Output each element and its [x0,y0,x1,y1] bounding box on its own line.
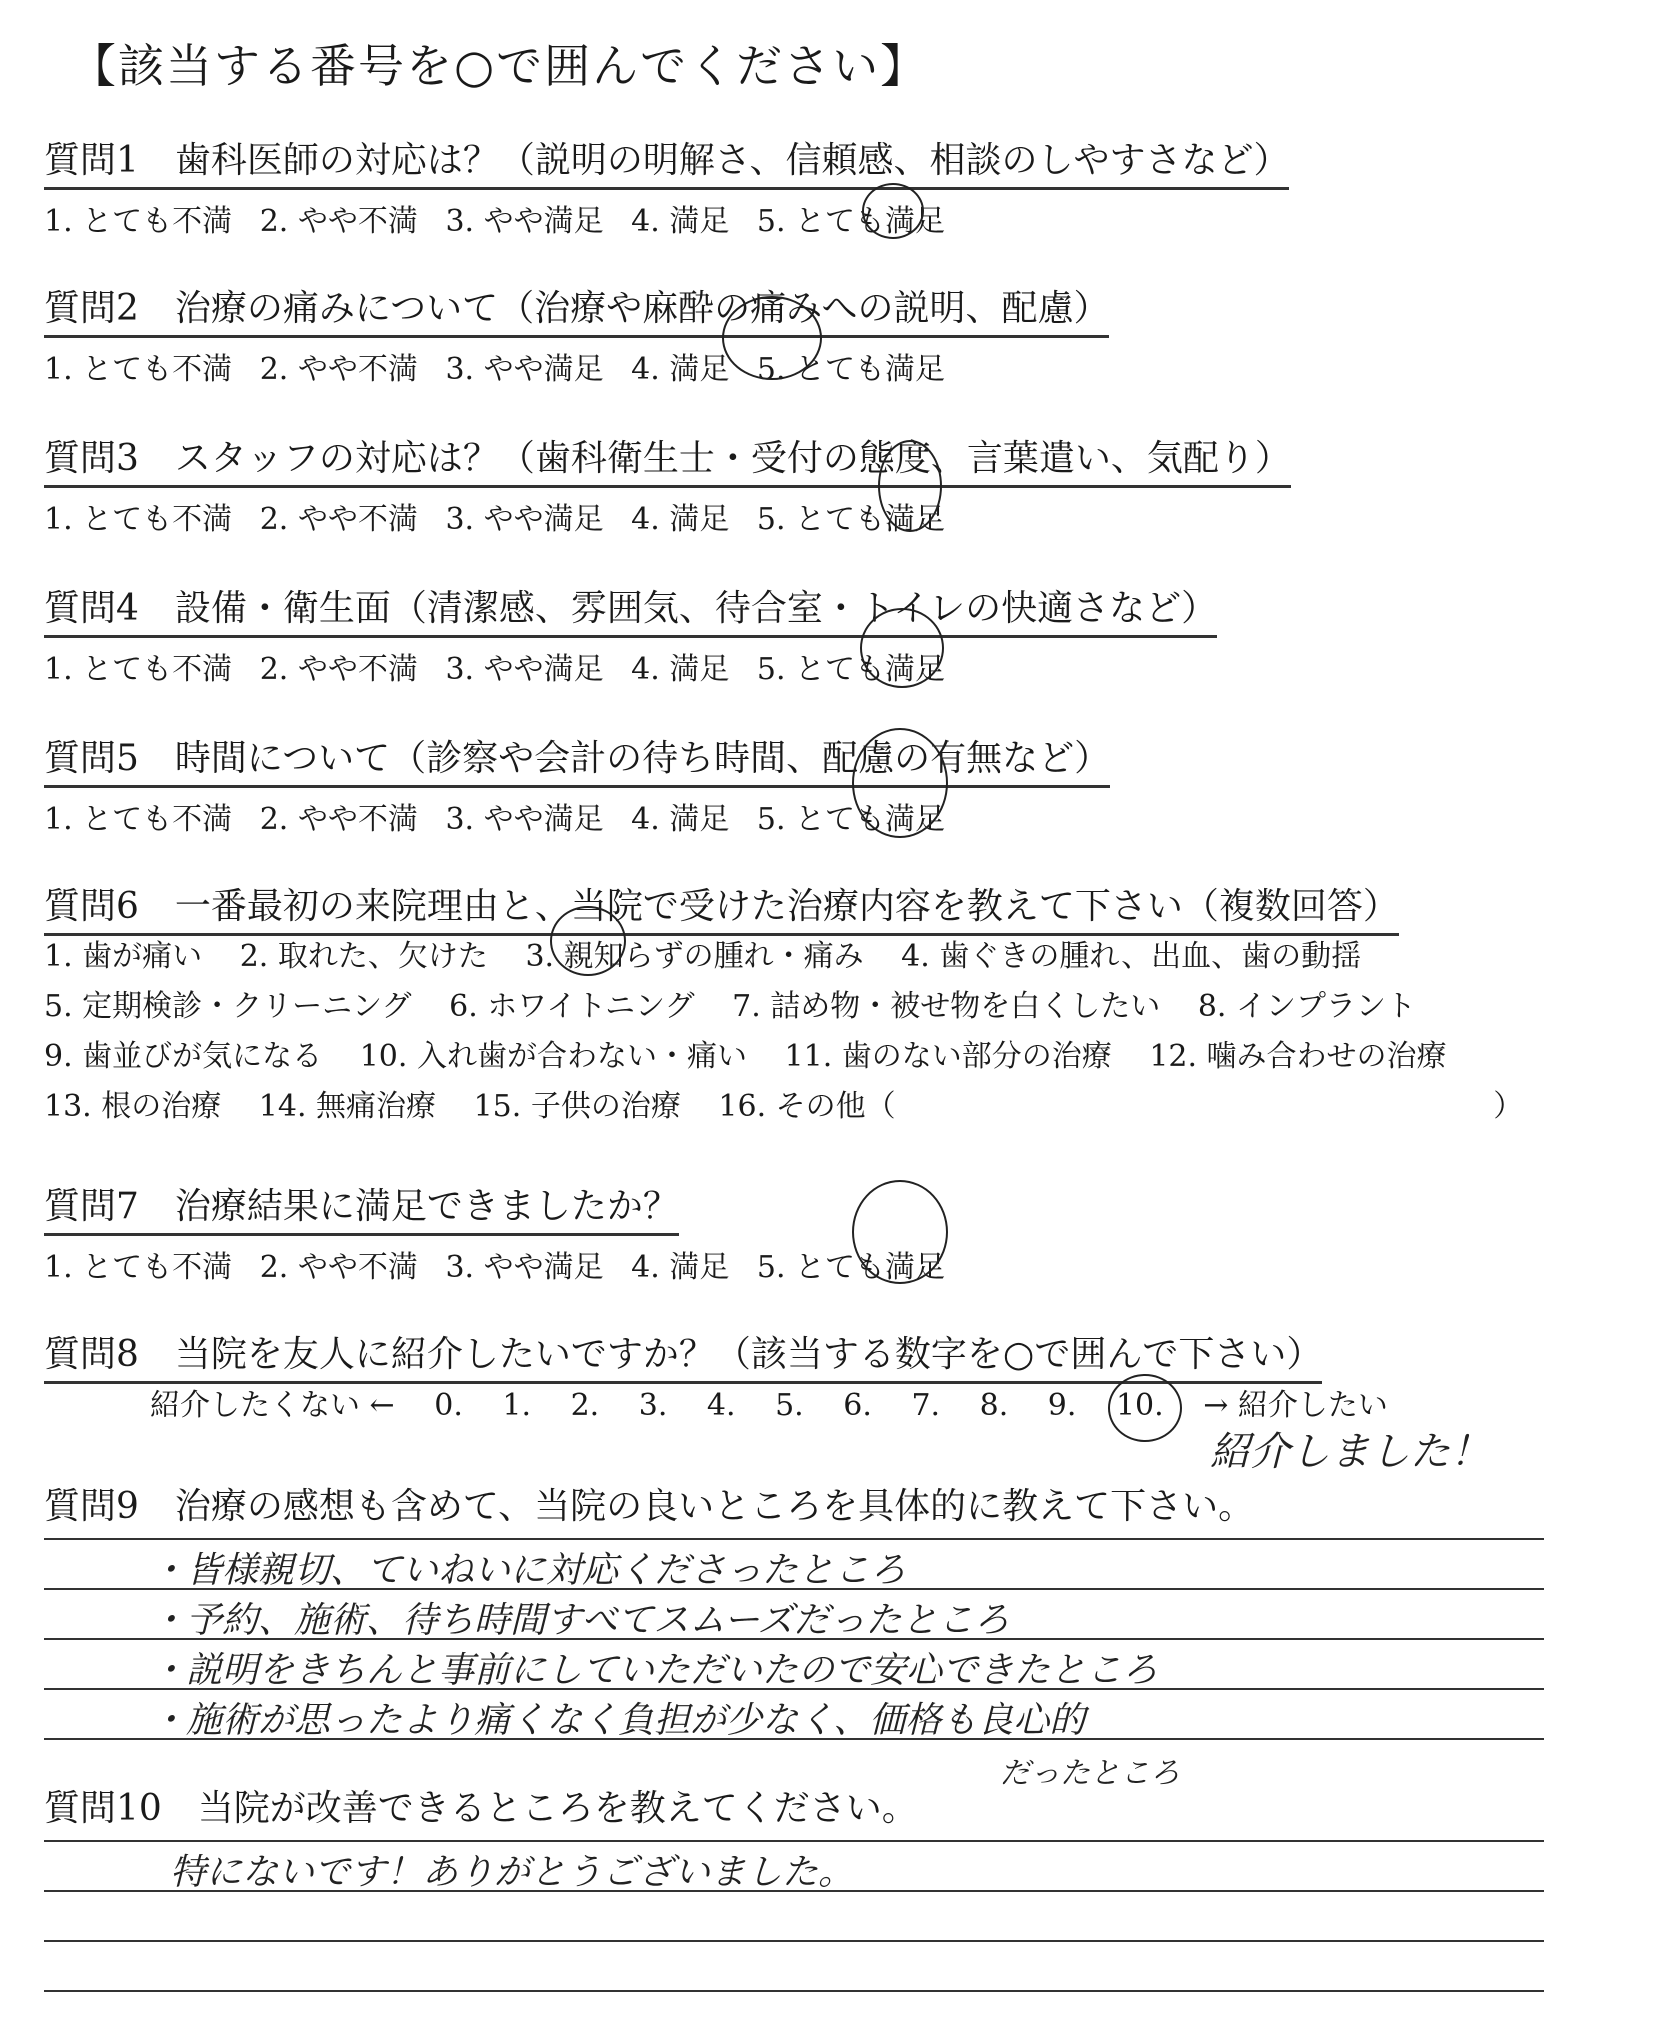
question-4 [44,580,1217,688]
q2-selection-circle [722,296,822,380]
q1-selection-circle [862,183,924,239]
q10-answer-line: 特にないです！ありがとうございました。 [170,1852,855,1893]
q5-option-3[interactable]: 3. やや満足 [445,802,604,837]
q6-option-7[interactable]: 7. 詰め物・被せ物を白くしたい [732,989,1161,1024]
q9-answer-tail: だったところ [1000,1756,1180,1791]
q4-option-5[interactable]: 5. とても満足 [756,652,946,687]
form-heading: 【該当する番号を○で囲んでください】 [70,39,929,93]
q6-option-4[interactable]: 4. 歯ぐきの腫れ、出血、歯の動揺 [901,939,1362,974]
q6-option-11[interactable]: 11. 歯のない部分の治療 [784,1039,1112,1074]
q6-option-5[interactable]: 5. 定期検診・クリーニング [44,989,412,1024]
q6-option-8[interactable]: 8. インプラント [1197,989,1417,1024]
q6-selection-circle [550,906,626,976]
question-10-title: 質問10 当院が改善できるところを教えてください。 [44,1788,918,1829]
q5-option-5[interactable]: 5. とても満足 [756,802,946,837]
q7-option-3[interactable]: 3. やや満足 [445,1250,604,1285]
question-9 [44,1478,1254,1533]
q8-option-3[interactable]: 3. [638,1388,668,1423]
q7-option-1[interactable]: 1. とても不満 [44,1250,233,1285]
question-10 [44,1780,918,1835]
q2-option-5[interactable]: 5. とても満足 [756,352,946,387]
q6-option-14[interactable]: 14. 無痛治療 [258,1089,437,1124]
question-7-title: 質問7 治療結果に満足できましたか？ [44,1178,679,1236]
q6-option-2[interactable]: 2. 取れた、欠けた [239,939,488,974]
q5-option-2[interactable]: 2. やや不満 [259,802,418,837]
q8-option-10[interactable]: 10. [1115,1388,1164,1423]
q7-option-5[interactable]: 5. とても満足 [756,1250,946,1285]
q9-answer-line-2: ・予約、施術、待ち時間すべてスムーズだったところ [150,1600,1010,1641]
q8-option-8[interactable]: 8. [979,1388,1009,1423]
q10-ruled-line [44,1840,1544,1842]
q6-option-6[interactable]: 6. ホワイトニング [449,989,695,1024]
q2-option-2[interactable]: 2. やや不満 [259,352,418,387]
question-5-title: 質問5 時間について（診察や会計の待ち時間、配慮の有無など） [44,730,1110,788]
question-3 [44,430,1291,538]
q10-ruled-line [44,1990,1544,1992]
q2-option-4[interactable]: 4. 満足 [631,352,730,387]
q4-option-2[interactable]: 2. やや不満 [259,652,418,687]
question-1-title: 質問1 歯科医師の対応は？（説明の明解さ、信頼感、相談のしやすさなど） [44,132,1289,190]
q6-option-3[interactable]: 3. 親知らずの腫れ・痛み [525,939,864,974]
q8-option-6[interactable]: 6. [843,1388,872,1423]
q4-option-3[interactable]: 3. やや満足 [445,652,604,687]
q3-option-3[interactable]: 3. やや満足 [445,502,604,537]
question-7 [44,1178,963,1286]
q8-option-5[interactable]: 5. [775,1388,804,1423]
q1-option-3[interactable]: 3. やや満足 [445,204,604,239]
q3-selection-circle [878,440,942,532]
question-4-title: 質問4 設備・衛生面（清潔感、雰囲気、待合室・トイレの快適さなど） [44,580,1217,638]
q4-option-1[interactable]: 1. とても不満 [44,652,233,687]
q1-option-4[interactable]: 4. 満足 [631,204,730,239]
q2-option-1[interactable]: 1. とても不満 [44,352,233,387]
q1-option-1[interactable]: 1. とても不満 [44,204,233,239]
q1-option-5[interactable]: 5. とても満足 [756,204,946,239]
q3-option-5[interactable]: 5. とても満足 [756,502,946,537]
question-8 [44,1326,1322,1384]
q6-options [44,932,1551,1132]
q8-scale-left-label: 紹介したくない ← [150,1388,395,1423]
q5-option-1[interactable]: 1. とても不満 [44,802,233,837]
q9-answer-line-1: ・皆様親切、ていねいに対応くださったところ [150,1550,907,1591]
q6-option-15[interactable]: 15. 子供の治療 [473,1089,681,1124]
question-9-title: 質問9 治療の感想も含めて、当院の良いところを具体的に教えて下さい。 [44,1486,1255,1527]
q3-option-1[interactable]: 1. とても不満 [44,502,233,537]
q8-option-1[interactable]: 1. [502,1388,532,1423]
q3-option-4[interactable]: 4. 満足 [631,502,730,537]
q6-option-9[interactable]: 9. 歯並びが気になる [44,1039,323,1074]
q7-option-4[interactable]: 4. 満足 [631,1250,730,1285]
q5-option-4[interactable]: 4. 満足 [631,802,730,837]
q6-option-13[interactable]: 13. 根の治療 [44,1089,222,1124]
question-5 [44,730,1110,838]
q1-option-2[interactable]: 2. やや不満 [259,204,418,239]
q6-other-close-paren: ） [1493,1089,1524,1124]
q8-option-0[interactable]: 0. [434,1388,463,1423]
question-3-title: 質問3 スタッフの対応は？（歯科衛生士・受付の態度、言葉遣い、気配り） [44,430,1291,488]
q8-option-7[interactable]: 7. [911,1388,941,1423]
q7-selection-circle [852,1180,948,1284]
q6-option-1[interactable]: 1. 歯が痛い [44,939,203,974]
q2-option-3[interactable]: 3. やや満足 [445,352,604,387]
q8-handwritten-note: 紹介しました！ [1210,1429,1490,1475]
question-2-title: 質問2 治療の痛みについて（治療や麻酔の痛みへの説明、配慮） [44,280,1109,338]
q10-ruled-line [44,1940,1544,1942]
q7-option-2[interactable]: 2. やや不満 [259,1250,418,1285]
q5-selection-circle [852,728,948,838]
q8-option-2[interactable]: 2. [570,1388,600,1423]
q9-answer-line-4: ・施術が思ったより痛くなく負担が少なく、価格も良心的 [150,1700,1086,1741]
q6-option-10[interactable]: 10. 入れ歯が合わない・痛い [359,1039,747,1074]
question-2 [44,280,1109,388]
q4-selection-circle [860,608,944,688]
q6-option-12[interactable]: 12. 噛み合わせの治療 [1149,1039,1447,1074]
question-6 [44,878,1399,936]
q8-selection-circle [1108,1374,1182,1442]
q8-scale [150,1380,1418,1424]
q8-option-4[interactable]: 4. [706,1388,736,1423]
q3-option-2[interactable]: 2. やや不満 [259,502,418,537]
question-6-title: 質問6 一番最初の来院理由と、当院で受けた治療内容を教えて下さい（複数回答） [44,878,1399,936]
question-1 [44,132,1289,240]
q4-option-4[interactable]: 4. 満足 [631,652,730,687]
q8-scale-right-label: → 紹介したい [1203,1388,1388,1423]
q9-ruled-line [44,1538,1544,1540]
q9-answer-line-3: ・説明をきちんと事前にしていただいたので安心できたところ [150,1650,1159,1691]
q8-option-9[interactable]: 9. [1047,1388,1077,1423]
q6-option-16[interactable]: 16. その他（ [718,1089,896,1124]
question-8-title: 質問8 当院を友人に紹介したいですか？（該当する数字を○で囲んで下さい） [44,1326,1322,1384]
